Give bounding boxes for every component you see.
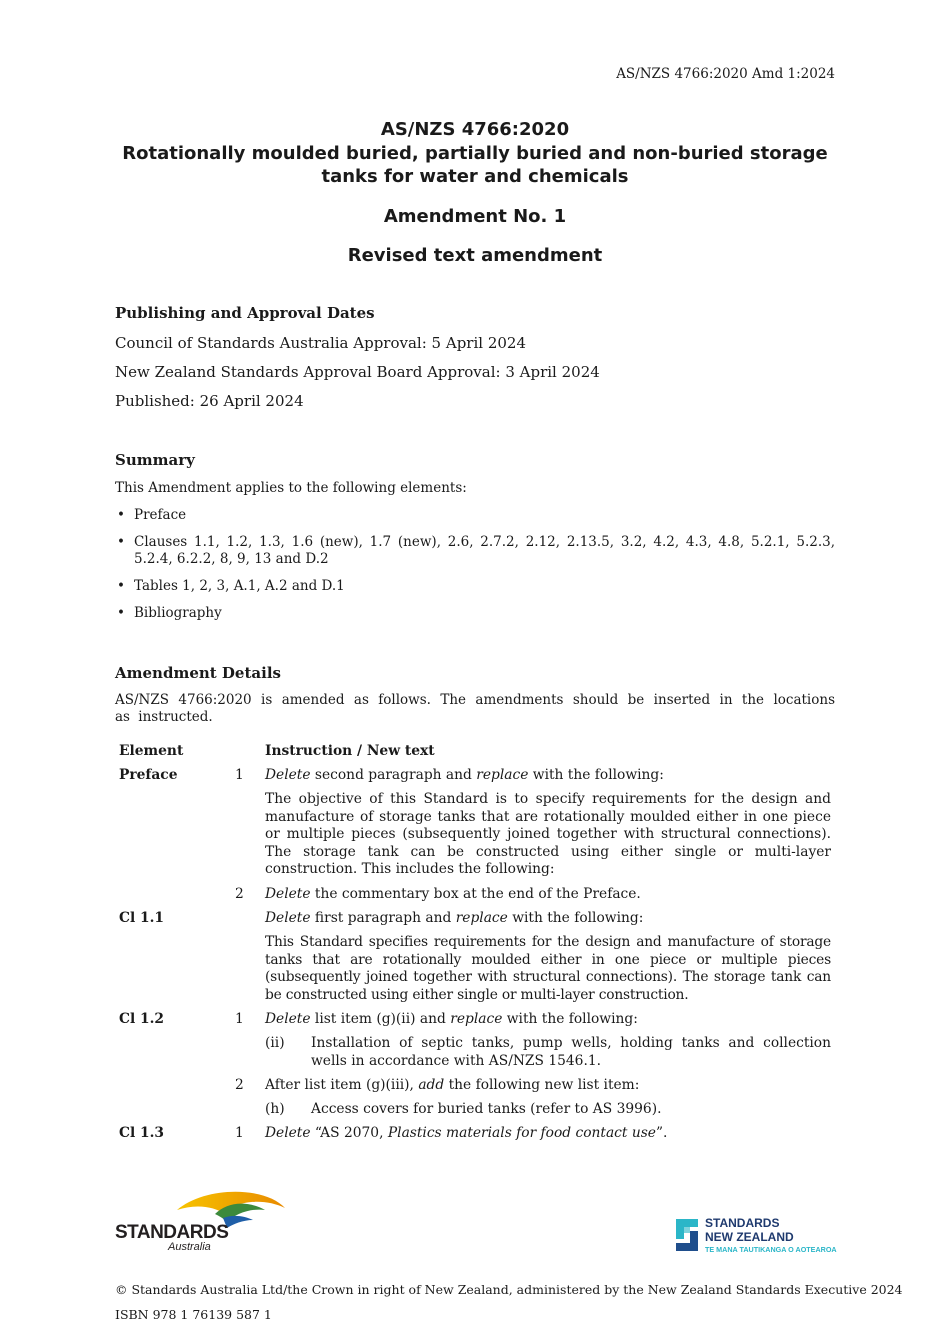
title-block xyxy=(115,118,835,268)
element-cl-1-1: Cl 1.1 xyxy=(119,910,165,926)
amendment-type: Revised text amendment xyxy=(347,245,603,266)
summary-heading: Summary xyxy=(115,451,195,469)
nz-wordmark-2: NEW ZEALAND xyxy=(705,1230,794,1244)
details-heading: Amendment Details xyxy=(115,664,281,682)
dates-heading: Publishing and Approval Dates xyxy=(115,304,375,322)
amendment-number: Amendment No. 1 xyxy=(383,205,567,227)
new-text: The objective of this Standard is to specify requirements for the design and manufacture of storage tanks that are rotationally moulded either in one piece or multiple pieces (subsequently joined together with structural connections). The storage tank can be constructed using either single or multi-layer construction. This includes the following: xyxy=(265,791,831,877)
council-approval: Council of Standards Australia Approval: 5 April 2024 xyxy=(115,334,526,352)
details-intro: AS/NZS 4766:2020 is amended as follows. The amendments should be inserted in the locations as instructed. xyxy=(115,692,835,725)
nz-board-approval: New Zealand Standards Approval Board Approval: 3 April 2024 xyxy=(115,363,600,381)
nz-tagline: TE MANA TAUTIKANGA O AOTEAROA xyxy=(705,1245,837,1254)
list-item: • Preface xyxy=(115,507,835,524)
document-reference: AS/NZS 4766:2020 Amd 1:2024 xyxy=(616,66,835,82)
item-number: 1 xyxy=(235,1125,244,1141)
standard-title-line-2: tanks for water and chemicals xyxy=(321,166,629,187)
summary-intro: This Amendment applies to the following elements: xyxy=(115,480,467,496)
instruction: Delete the commentary box at the end of the Preface. xyxy=(265,886,641,902)
instruction: Delete first paragraph and replace with the following: xyxy=(265,910,644,926)
element-preface: Preface xyxy=(119,767,178,783)
element-cl-1-2: Cl 1.2 xyxy=(119,1011,165,1027)
standards-new-zealand-logo xyxy=(676,1215,846,1259)
item-number: 1 xyxy=(235,1011,244,1027)
sa-submark: Australia xyxy=(168,1241,211,1252)
list-text: Access covers for buried tanks (refer to AS 3996). xyxy=(311,1101,662,1117)
list-text: Installation of septic tanks, pump wells, holding tanks and collection wells in accordance with AS/NZS 1546.1. xyxy=(311,1035,831,1069)
standard-title-line-1: Rotationally moulded buried, partially buried and non-buried storage xyxy=(122,142,828,164)
column-header-element: Element xyxy=(119,743,184,759)
element-cl-1-3: Cl 1.3 xyxy=(119,1125,165,1141)
list-item: • Tables 1, 2, 3, A.1, A.2 and D.1 xyxy=(115,578,835,595)
column-header-instruction: Instruction / New text xyxy=(265,743,435,759)
published-date: Published: 26 April 2024 xyxy=(115,392,304,410)
instruction: Delete list item (g)(ii) and replace with the following: xyxy=(265,1011,638,1027)
instruction: Delete second paragraph and replace with the following: xyxy=(265,767,664,783)
list-label: (ii) xyxy=(265,1035,285,1051)
list-item: • Clauses 1.1, 1.2, 1.3, 1.6 (new), 1.7 (new), 2.6, 2.7.2, 2.12, 2.13.5, 3.2, 4.2, 4.3, 4.8, 5.2.1, 5.2.3, 5.2.4, 6.2.2, 8, 9, 13 and D.2 xyxy=(115,534,835,568)
standard-number: AS/NZS 4766:2020 xyxy=(380,119,570,140)
summary-list xyxy=(115,507,835,622)
item-number: 2 xyxy=(235,886,244,902)
sa-wordmark: STANDARDS xyxy=(115,1222,229,1243)
nz-wordmark-1: STANDARDS xyxy=(705,1216,780,1230)
list-label: (h) xyxy=(265,1101,285,1117)
isbn: ISBN 978 1 76139 587 1 xyxy=(115,1307,272,1322)
instruction: Delete “AS 2070, Plastics materials for food contact use”. xyxy=(265,1125,668,1141)
standards-australia-logo xyxy=(115,1188,290,1252)
item-number: 1 xyxy=(235,767,244,783)
list-item: • Bibliography xyxy=(115,605,835,622)
copyright-notice: © Standards Australia Ltd/the Crown in right of New Zealand, administered by the New Zealand Standards Executive 2024 xyxy=(115,1282,903,1297)
item-number: 2 xyxy=(235,1077,244,1093)
instruction: After list item (g)(iii), add the following new list item: xyxy=(265,1077,640,1093)
new-text: This Standard specifies requirements for the design and manufacture of storage tanks that are rotationally moulded either in one piece or multiple pieces (subsequently joined together with structural connections). The storage tank can be constructed using either single or multi-layer construction. xyxy=(265,934,831,1003)
